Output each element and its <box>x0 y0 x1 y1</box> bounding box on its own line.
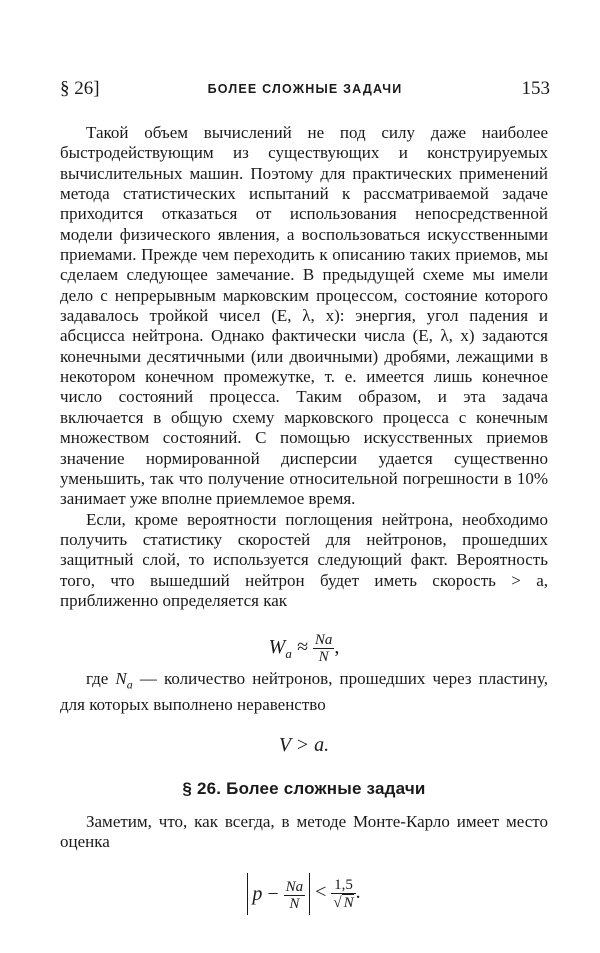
page-header <box>60 78 550 102</box>
fraction-2-denominator: N <box>289 895 300 912</box>
fraction-denominator: N <box>318 649 329 666</box>
formula-p: p <box>252 882 263 905</box>
paragraph-3-rest: — количество нейтронов, прошедших через пластину, для которых выполнено неравенство <box>60 669 548 714</box>
formula-comma: , <box>334 636 340 659</box>
fraction-numerator: Na <box>314 632 333 649</box>
formula-error-bound <box>60 870 548 914</box>
fraction-2-numerator: Na <box>285 878 304 895</box>
paragraph-4: Заметим, что, как всегда, в методе Монте-Карло имеет место оценка <box>60 811 548 852</box>
sqrt-argument: N <box>343 894 354 911</box>
absolute-value-bars <box>247 873 310 915</box>
paragraph-3-lead: где <box>86 669 109 689</box>
fraction-3-denominator <box>331 894 355 911</box>
symbol-n-subscript: a <box>126 677 133 692</box>
header-section-ref: § 26] <box>60 78 100 99</box>
paragraph-1: Такой объем вычислений не под силу даже наиболее быстродействующим из существующих и конструируемых вычислительных машин. Поэтому для практических применений метода статистических испытаний к рассматриваемой задаче приходится отказаться от использования непосредственной модели физического явления, а воспользоваться искусственными приемами. Прежде чем переходить к описанию таких приемов, мы сделаем следующее замечание. В предыдущей схеме мы имели дело с непрерывным марковским процессом, состояние которого задавалось тройкой чисел (E, λ, x): энергия, угол падения и абсцисса нейтрона. Однако фактически числа (E, λ, x) задаются конечными десятичными (или двоичными) дробями, лежащими в некотором конечном промежутке, т. е. имеется лишь конечное число состояний процесса. Таким образом, и эта задача включается в общую схему марковского процесса с конечным множеством состояний. С помощью искусственных приемов значение нормированной дисперсии удается существенно уменьшить, так что получение относительной погрешности в 10% занимает уже вполне приемлемое время. <box>60 123 548 509</box>
paragraph-2: Если, кроме вероятности поглощения нейтрона, необходимо получить статистику скоростей для нейтронов, прошедших защитный слой, то используется следующий факт. Вероятность того, что вышедший нейтрон будет иметь скорость > a, приближенно определяется как <box>60 509 548 610</box>
formula-fraction-3 <box>331 877 355 911</box>
formula-fraction-2 <box>284 879 306 912</box>
formula-fraction <box>313 632 335 665</box>
formula-probability-estimate <box>60 625 548 669</box>
page-body <box>60 123 548 914</box>
paragraph-3 <box>60 669 548 715</box>
formula-minus: − <box>267 882 279 905</box>
formula-period: . <box>355 881 361 904</box>
formula-w: W <box>268 636 286 659</box>
sqrt-sign: √ <box>333 894 342 911</box>
section-heading: § 26. Более сложные задачи <box>182 779 426 799</box>
header-running-title: БОЛЕЕ СЛОЖНЫЕ ЗАДАЧИ <box>207 82 403 96</box>
formula-less-than: < <box>315 881 327 904</box>
symbol-n: N <box>115 669 127 689</box>
page-number: 153 <box>521 78 550 99</box>
fraction-3-numerator: 1,5 <box>331 877 355 894</box>
formula-approx-sign: ≈ <box>296 636 308 659</box>
formula-inequality: V > a. <box>278 734 330 757</box>
formula-w-subscript: a <box>285 646 292 662</box>
